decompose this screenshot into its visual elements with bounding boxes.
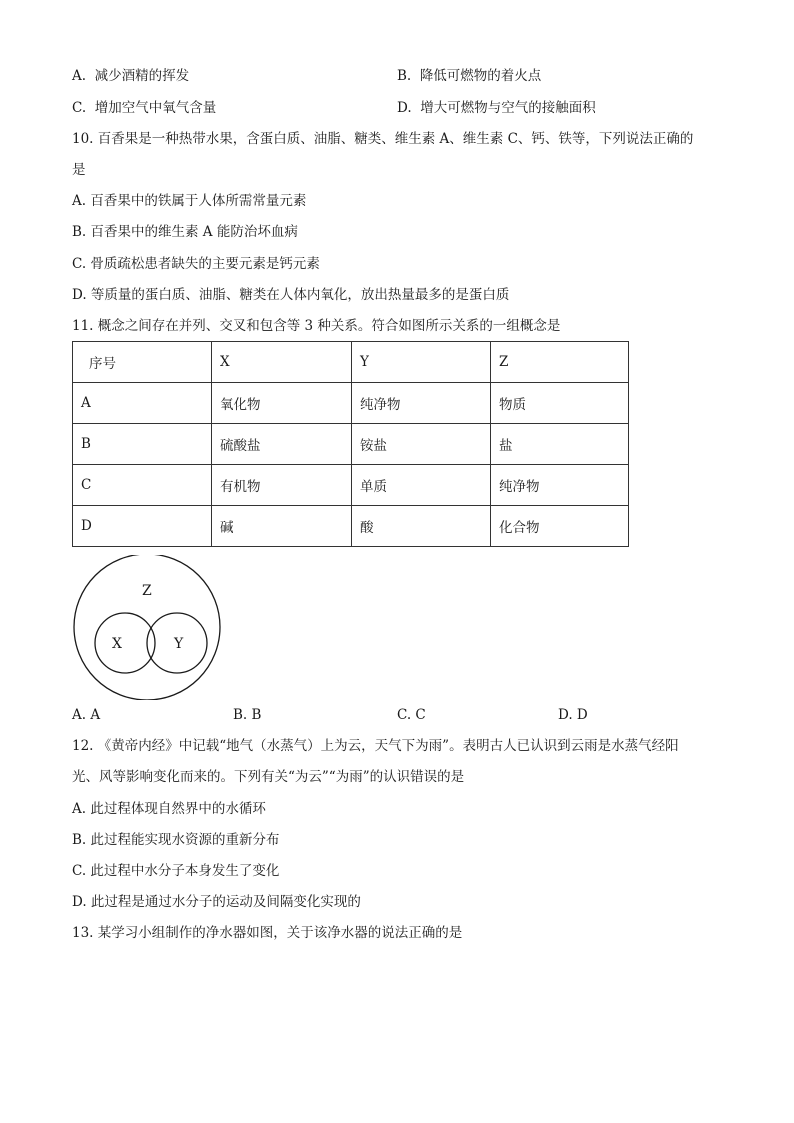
table-cell: A [73,383,212,424]
q10-stem-line1: 10. 百香果是一种热带水果，含蛋白质、油脂、糖类、维生素 A、维生素 C、钙、铁等，下列说法正确的 [72,131,694,147]
q11-option-b: B. B [233,707,262,723]
q9-option-d-letter: D. [397,100,412,116]
q10-option-a: A. 百香果中的铁属于人体所需常量元素 [72,193,307,209]
q11-stem: 11. 概念之间存在并列、交叉和包含等 3 种关系。符合如图所示关系的一组概念是 [72,318,561,334]
venn-left-circle [95,613,155,673]
table-cell: 氧化物 [212,383,352,424]
q10-option-b: B. 百香果中的维生素 A 能防治坏血病 [72,224,298,240]
q9-option-b-letter: B. [397,68,412,84]
table-cell: 纯净物 [352,383,491,424]
q11-option-d: D. D [558,707,588,723]
q10-option-c: C. 骨质疏松患者缺失的主要元素是钙元素 [72,256,320,272]
table-row [73,465,629,506]
q11-concept-table [72,341,629,547]
q10-option-d: D. 等质量的蛋白质、油脂、糖类在人体内氧化，放出热量最多的是蛋白质 [72,287,510,303]
q9-option-d-text: 增大可燃物与空气的接触面积 [420,100,596,116]
table-cell: 单质 [352,465,491,506]
venn-label-z: Z [142,583,152,599]
table-row [73,383,629,424]
table-row [73,506,629,547]
table-cell: 酸 [352,506,491,547]
table-cell: 物质 [491,383,629,424]
q12-option-a: A. 此过程体现自然界中的水循环 [72,801,266,817]
table-cell: 硫酸盐 [212,424,352,465]
q12-option-d: D. 此过程是通过水分子的运动及间隔变化实现的 [72,894,361,910]
q10-stem-line2: 是 [72,162,86,178]
q9-option-b-text: 降低可燃物的着火点 [419,68,542,84]
q12-stem-line2: 光、风等影响变化而来的。下列有关“为云”“为雨”的认识错误的是 [72,769,465,785]
q9-option-c-text: 增加空气中氧气含量 [94,100,217,116]
q9-option-a [72,67,189,85]
table-header-cell: Y [352,342,491,383]
table-cell: 铵盐 [352,424,491,465]
q9-option-a-text: 减少酒精的挥发 [94,68,190,84]
q11-option-a: A. A [72,707,101,723]
table-cell: 碱 [212,506,352,547]
table-header-cell: Z [491,342,629,383]
table-header-cell: X [212,342,352,383]
q11-option-c: C. C [397,707,426,723]
table-header-row [73,342,629,383]
venn-label-y: Y [174,636,184,652]
table-header-cell: 序号 [73,342,212,383]
table-cell: 纯净物 [491,465,629,506]
q13-stem: 13. 某学习小组制作的净水器如图，关于该净水器的说法正确的是 [72,925,463,941]
table-row [73,424,629,465]
q12-stem-line1: 12. 《黄帝内经》中记载“地气（水蒸气）上为云，天气下为雨”。表明古人已认识到云雨是水蒸气经阳 [72,738,679,754]
q9-option-a-letter: A. [72,68,87,84]
venn-label-x: X [112,636,122,652]
venn-outer-circle [74,555,220,700]
q9-option-d [397,99,596,117]
table-cell: 盐 [491,424,629,465]
table-cell: B [73,424,212,465]
table-cell: 化合物 [491,506,629,547]
q9-option-c [72,99,216,117]
q12-option-b: B. 此过程能实现水资源的重新分布 [72,832,280,848]
table-cell: 有机物 [212,465,352,506]
table-cell: C [73,465,212,506]
venn-diagram [70,555,226,700]
table-cell: D [73,506,212,547]
q9-option-c-letter: C. [72,100,87,116]
q12-option-c: C. 此过程中水分子本身发生了变化 [72,863,280,879]
q9-option-b [397,67,541,85]
